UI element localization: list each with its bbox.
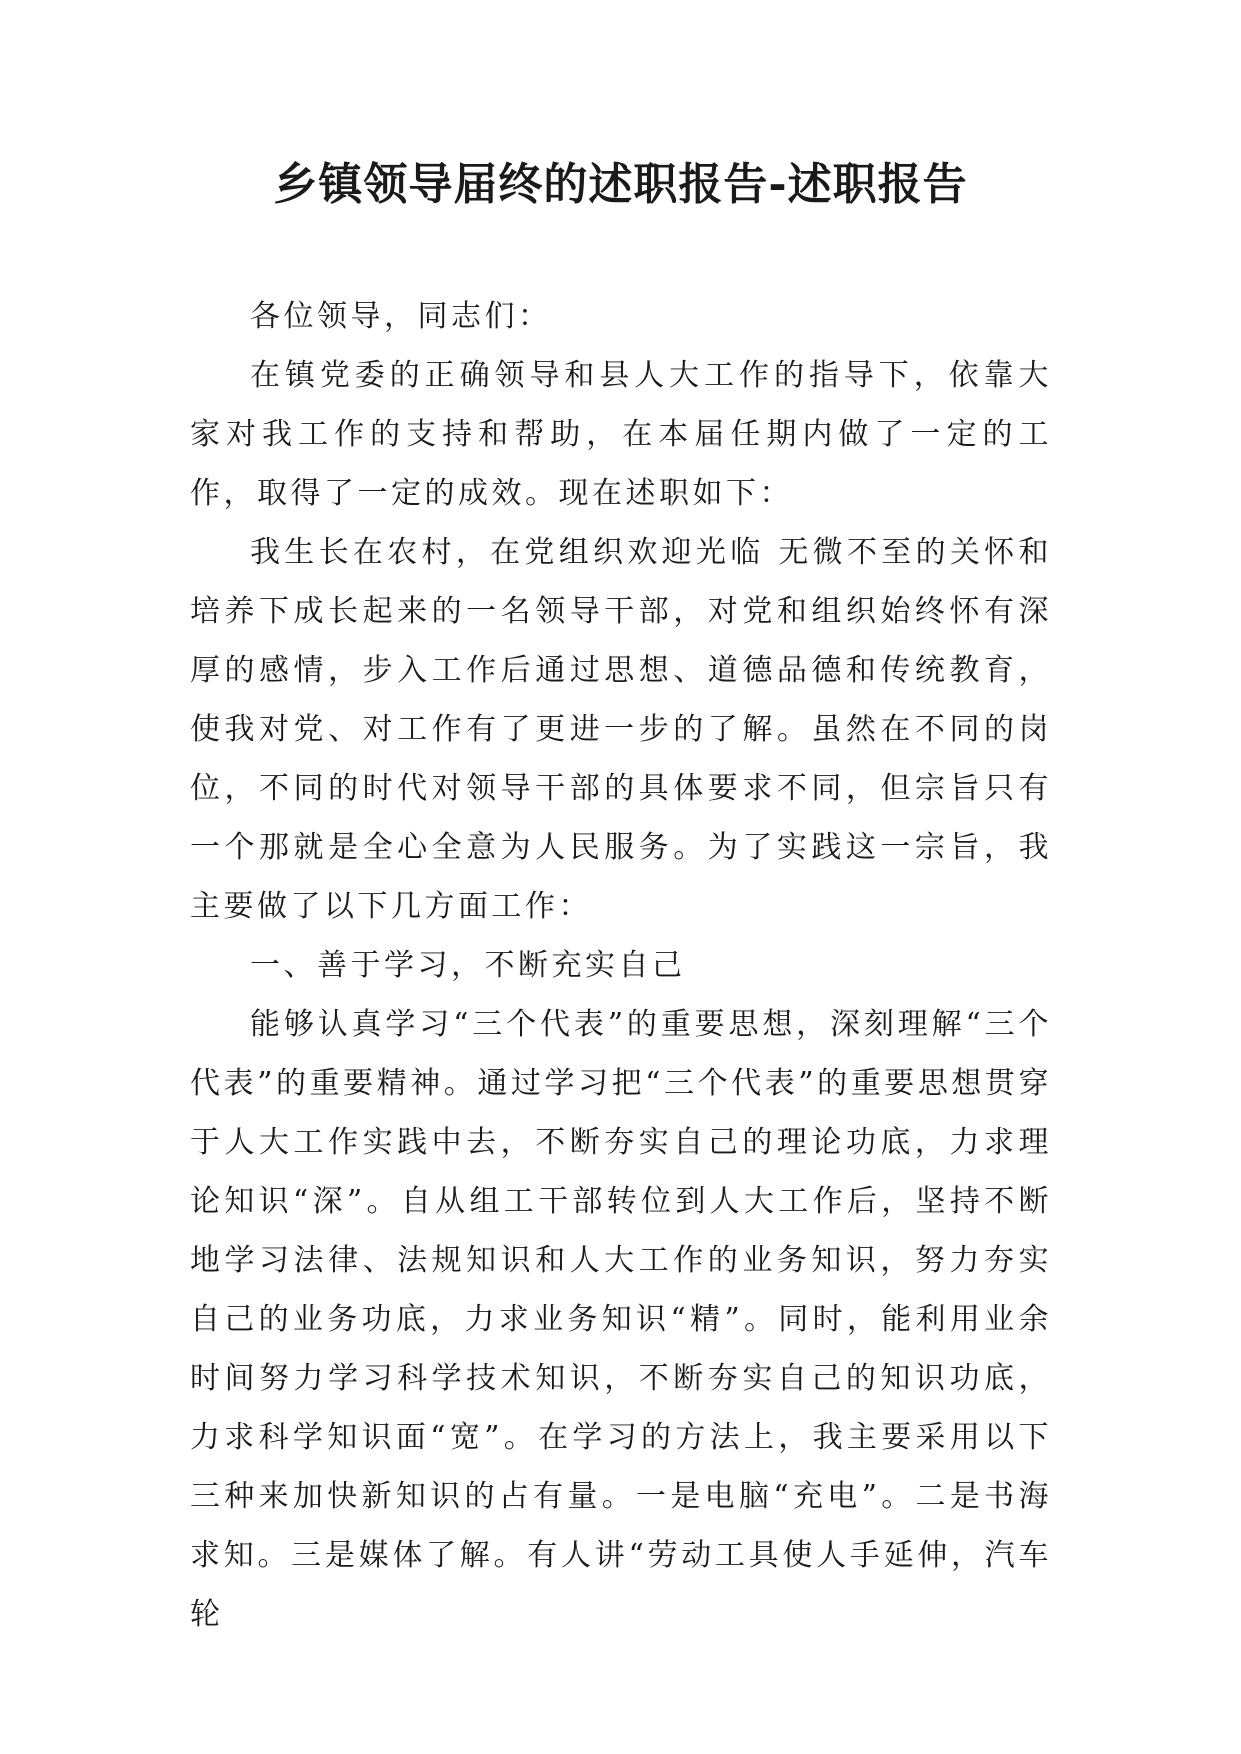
document-title: 乡镇领导届终的述职报告-述职报告: [273, 159, 968, 210]
intro-paragraph: 在镇党委的正确领导和县人大工作的指导下，依靠大家对我工作的支持和帮助，在本届任期内做了一定的工作，取得了一定的成效。现在述职如下：: [190, 358, 1052, 511]
study-paragraph: 能够认真学习“三个代表”的重要思想，深刻理解“三个代表”的重要精神。通过学习把“三个代表”的重要思想贯穿于人大工作实践中去，不断夯实自己的理论功底，力求理论知识“深”。自从组工干部转位到人大工作后，坚持不断地学习法律、法规知识和人大工作的业务知识，努力夯实自己的业务功底，力求业务知识“精”。同时，能利用业余时间努力学习科学技术知识，不断夯实自己的知识功底，力求科学知识面“宽”。在学习的方法上，我主要采用以下三种来加快新知识的占有量。一是电脑“充电”。二是书海求知。三是媒体了解。有人讲“劳动工具使人手延伸，汽车轮: [190, 1007, 1052, 1632]
section-heading: 一、善于学习，不断充实自己: [250, 948, 686, 983]
document-body: [190, 287, 1052, 1644]
salutation-paragraph: 各位领导，同志们：: [250, 299, 552, 334]
background-paragraph: 我生长在农村，在党组织欢迎光临 无微不至的关怀和培养下成长起来的一名领导干部，对党和组织始终怀有深厚的感情，步入工作后通过思想、道德品德和传统教育，使我对党、对工作有了更进一步的了解。虽然在不同的岗位，不同的时代对领导干部的具体要求不同，但宗旨只有一个那就是全心全意为人民服务。为了实践这一宗旨，我主要做了以下几方面工作：: [190, 535, 1052, 924]
